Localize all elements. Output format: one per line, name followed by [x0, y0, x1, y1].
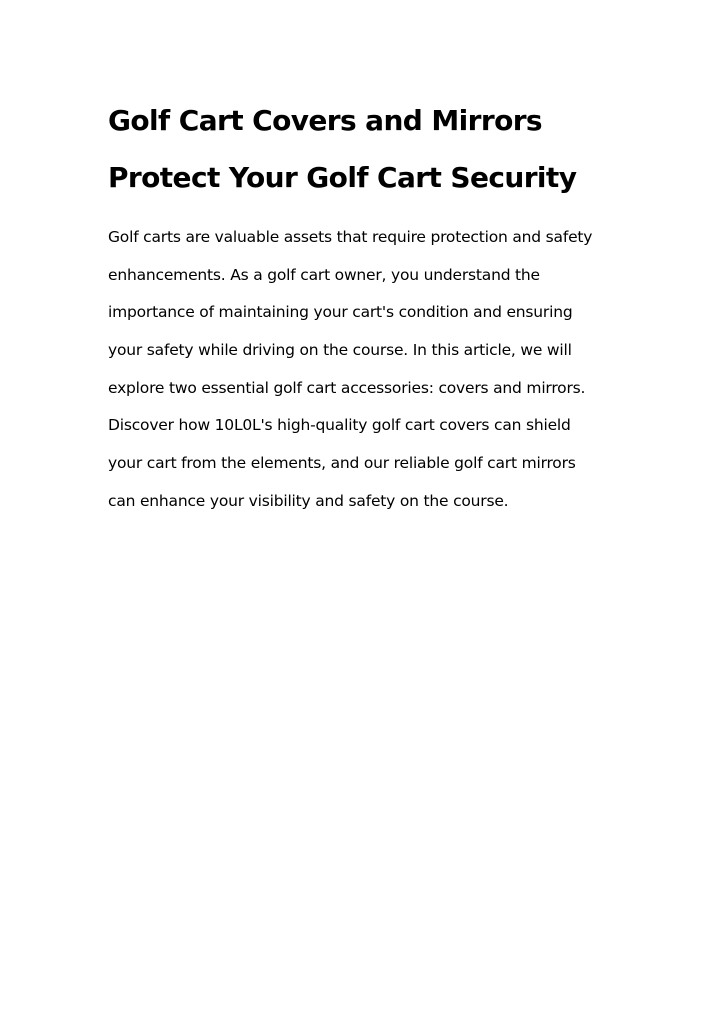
paragraph-line: your safety while driving on the course. In this article, we will — [108, 341, 572, 360]
paragraph-line: can enhance your visibility and safety on the course. — [108, 491, 509, 510]
paragraph-line: Golf carts are valuable assets that require protection and safety — [108, 228, 593, 246]
paragraph-line: your cart from the elements, and our reliable golf cart mirrors — [108, 454, 576, 473]
page-title — [108, 92, 668, 206]
paragraph-line: importance of maintaining your cart's condition and ensuring — [108, 303, 573, 322]
title-line: Protect Your Golf Cart Security — [108, 161, 577, 194]
paragraph-line: explore two essential golf cart accessories: covers and mirrors. — [108, 378, 586, 397]
paragraph-line: enhancements. As a golf cart owner, you understand the — [108, 265, 540, 284]
intro-paragraph — [108, 219, 668, 521]
paragraph-line: Discover how 10L0L's high-quality golf cart covers can shield — [108, 416, 571, 435]
title-line: Golf Cart Covers and Mirrors — [108, 104, 542, 137]
